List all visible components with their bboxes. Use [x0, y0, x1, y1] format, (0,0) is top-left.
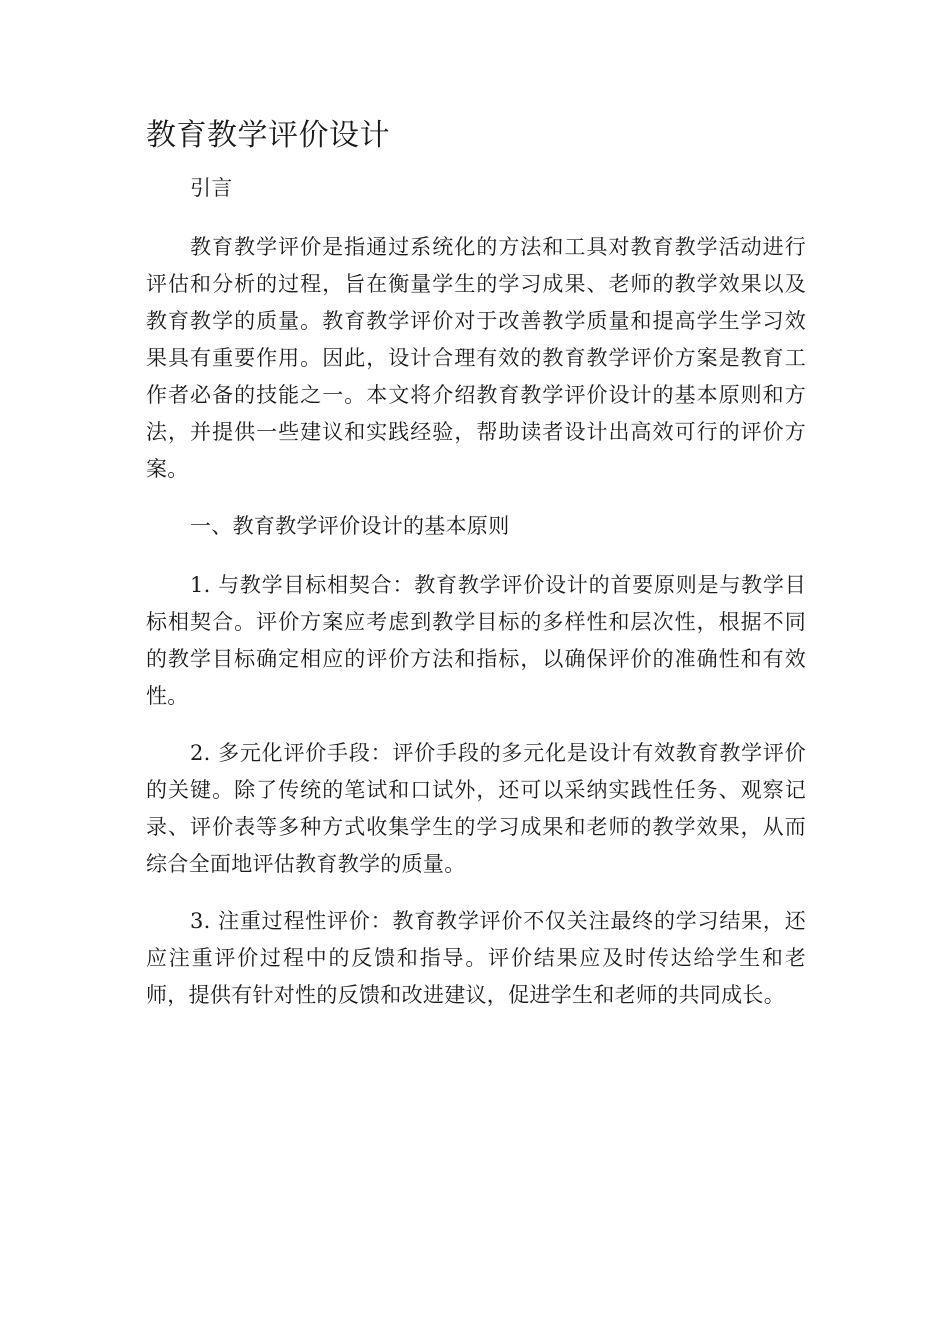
principle-paragraph-1: 1. 与教学目标相契合：教育教学评价设计的首要原则是与教学目标相契合。评价方案应考虑到教学目标的多样性和层次性，根据不同的教学目标确定相应的评价方法和指标，以确保评价的准确性和有效性。 — [146, 573, 806, 708]
section-heading: 一、教育教学评价设计的基本原则 — [190, 514, 510, 538]
document-title: 教育教学评价设计 — [146, 118, 390, 153]
intro-heading: 引言 — [190, 176, 233, 200]
principle-paragraph-2: 2. 多元化评价手段：评价手段的多元化是设计有效教育教学评价的关键。除了传统的笔试和口试外，还可以采纳实践性任务、观察记录、评价表等多种方式收集学生的学习成果和老师的教学效果，从而综合全面地评估教育教学的质量。 — [146, 741, 806, 876]
document-page — [146, 112, 806, 1034]
principle-paragraph-3: 3. 注重过程性评价：教育教学评价不仅关注最终的学习结果，还应注重评价过程中的反馈和指导。评价结果应及时传达给学生和老师，提供有针对性的反馈和改进建议，促进学生和老师的共同成长。 — [146, 909, 806, 1007]
intro-paragraph: 教育教学评价是指通过系统化的方法和工具对教育教学活动进行评估和分析的过程，旨在衡量学生的学习成果、老师的教学效果以及教育教学的质量。教育教学评价对于改善教学质量和提高学生学习效果具有重要作用。因此，设计合理有效的教育教学评价方案是教育工作者必备的技能之一。本文将介绍教育教学评价设计的基本原则和方法，并提供一些建议和实践经验，帮助读者设计出高效可行的评价方案。 — [146, 235, 806, 481]
